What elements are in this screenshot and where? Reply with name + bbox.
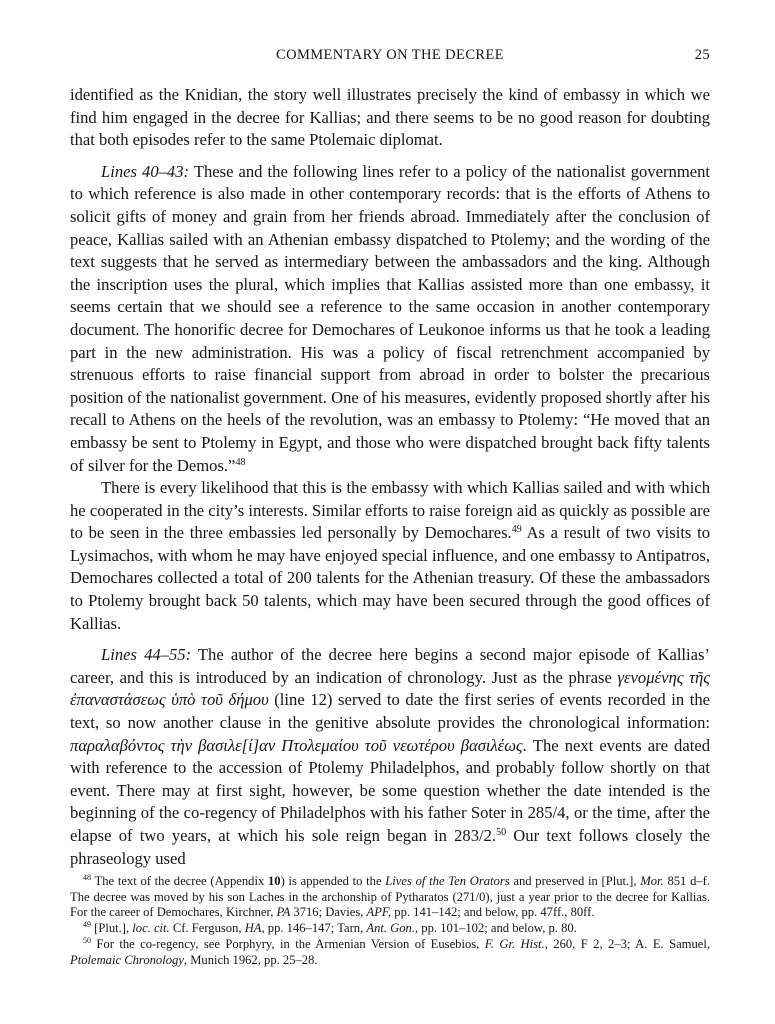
footnote-48: $^{48}$ The text of the decree (Appendix 10) is appended to the Lives of the Ten Orators and preserved in [Plut.], Mor. 851 d–f. The decree was moved by his son Laches in the archonship of Pytharatos (271/0), just a year prior to the decree for Kallias. For the career of Demochares, Kirchner, PA 3716; Davies, APF, pp. 141–142; and below, pp. 47ff., 80ff. [70,873,711,920]
greek-phrase: γενομένης τῆς ἐπαναστάσεως ὑπὸ τοῦ δήμου [70,667,710,710]
greek-phrase: παραλαβόντος τὴν βασιλε[ί]αν Πτολεμαίου τοῦ νεωτέρου βασιλέως [70,735,523,755]
paragraph-1: identified as the Knidian, the story well illustrates precisely the kind of embassy in which we find him engaged in the decree for Kallias; and there seems to be no good reason for doubting that both episodes refer to the same Ptolemaic diplomat. [70,85,710,150]
paragraph-3: There is every likelihood that this is the embassy with which Kallias sailed and with which he cooperated in the city’s interests. Similar efforts to raise foreign aid as quickly as possible are to be seen in the three embassies led personally by Demochares.$^{49}$ As a result of two visits to Lysimachos, with whom he may have enjoyed special influence, and one embassy to Antipatros, Demochares collected a total of 200 talents for the Athenian treasury. Of these the ambassadors to Ptolemy brought back 50 talents, which may have been secured through the good offices of Kallias. [70,478,710,633]
footnote-49: $^{49}$ [Plut.], loc. cit. Cf. Ferguson, HA, pp. 146–147; Tarn, Ant. Gon., pp. 101–102; and below, p. 80. [83,920,577,936]
note-ref-48[interactable]: 48 [235,456,246,468]
running-title: COMMENTARY ON THE DECREE [276,47,504,63]
main-text [70,84,710,870]
paragraph-lines-44-55: Lines 44–55: The author of the decree here begins a second major episode of Kallias’ career, and this is introduced by an indication of chronology. Just as the phrase γενομένης τῆς ἐπαναστάσεως ὑπὸ τοῦ δήμου (line 12) served to date the first series of events recorded in the text, so now another clause in the genitive absolute provides the chronological information: παραλαβόντος τὴν βασιλε[ί]αν Πτολεμαίου τοῦ νεωτέρου βασιλέως. The next events are dated with reference to the accession of Ptolemy Philadelphos, and probably follow shortly on that event. There may at first sight, however, be some question whether the date intended is the beginning of the co-regency of Philadelphos with his father Soter in 285/4, or the time, after the elapse of two years, at which his sole reign began in 283/2.50 Our text follows closely the phraseology used [70,645,710,868]
note-ref-49[interactable]: 49 [511,524,522,536]
paragraph-lines-40-43: Lines 40–43: These and the following lines refer to a policy of the nationalist government to which reference is also made in other contemporary records: that is the efforts of Athens to solicit gifts of money and grain from her friends abroad. Immediately after the conclusion of peace, Kallias sailed with an Athenian embassy dispatched to Ptolemy; and the wording of the text suggests that he served as intermediary between the ambassadors and the king. Although the inscription uses the plural, which implies that Kallias assisted more than one embassy, it seems certain that we should see a reference to the same occasion in another contemporary document. The honorific decree for Demochares of Leukonoe informs us that he took a leading part in the new administration. His was a policy of fiscal retrenchment accompanied by strenuous efforts to raise financial support from abroad in order to bolster the precarious position of the nationalist government. One of his measures, evidently proposed shortly after his recall to Athens on the heels of the revolution, was an embassy to Ptolemy: “He moved that an embassy be sent to Ptolemy in Egypt, and those who were dispatched brought back fifty talents of silver for the Demos.”$^{48}$ [70,161,710,475]
running-header [70,47,710,69]
note-ref-50[interactable]: 50 [496,827,507,838]
lemma-label: Lines 40–43: [101,161,190,181]
lemma-label: Lines 44–55: [101,645,192,665]
footnotes [70,874,710,968]
footnote-50: $^{50}$ For the co-regency, see Porphyry, in the Armenian Version of Eusebios, F. Gr. Hist., 260, F 2, 2–3; A. E. Samuel, Ptolemaic Chronology, Munich 1962, pp. 25–28. [70,935,711,967]
page-number: 25 [694,47,710,63]
